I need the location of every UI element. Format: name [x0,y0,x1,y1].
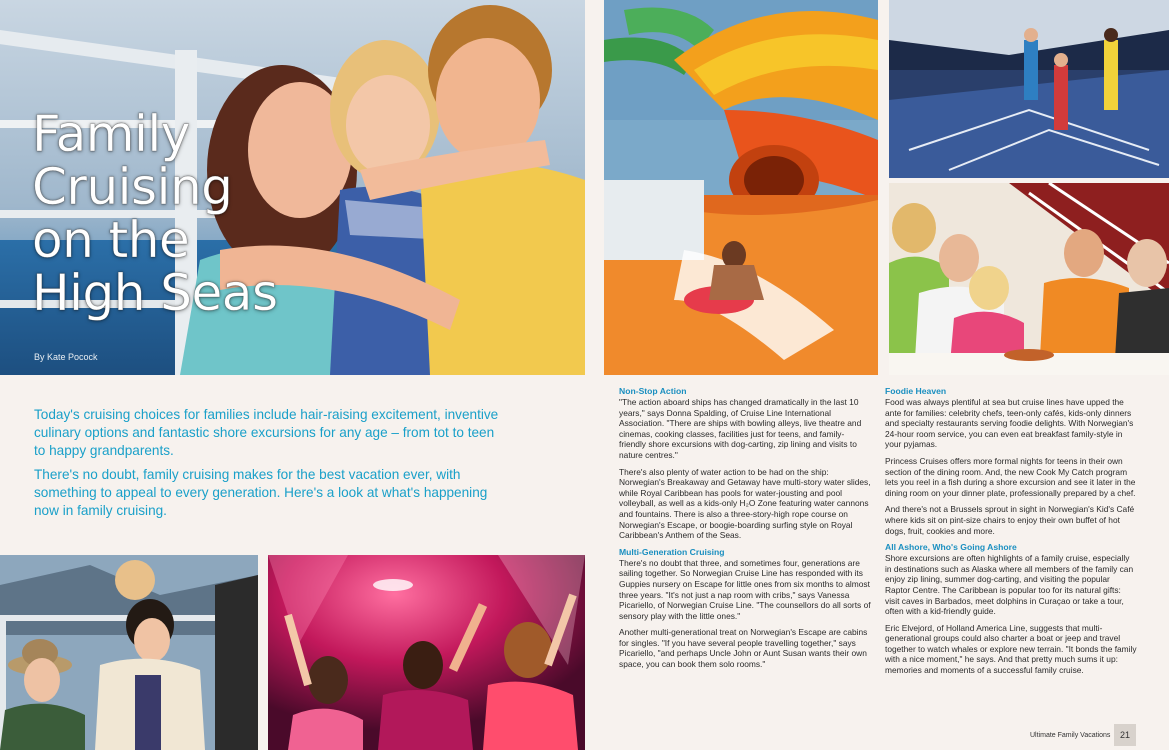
kids-on-deck-photo [0,555,258,750]
multigen-paragraph-2: Another multi-generational treat on Norwegian's Escape are cabins for singles. "If you have several people travelling together," says Picariello, "and perhaps Uncle John or Aunt Susan wants their own space, you can book them solo rooms." [619,627,868,670]
section-heading-foodie: Foodie Heaven [885,386,947,396]
article-title [32,105,352,322]
title-line-3: on the [32,211,190,269]
foodie-paragraph-3: And there's not a Brussels sprout in sight in Norwegian's Kid's Café where kids sit on pint-size chairs to enjoy their own buffet of hot dogs, fruit, cookies and more. [885,504,1135,536]
section-heading-ashore: All Ashore, Who's Going Ashore [885,542,1017,553]
intro-paragraph-1: Today's cruising choices for families include hair-raising excitement, inventive culinary options and fantastic shore excursions for any age – from tot to teen to happy grandparents. [34,407,499,458]
ashore-paragraph-2: Eric Elvejord, of Holland America Line, suggests that multi-generational groups could also charter a boat or jeep and travel together to watch whales or explore new terrain. "It bonds the family with a nice moment," he says. And that pretty much sums it up: memories and moments of a successful family cruise. [885,622,1137,676]
water-slide-photo [604,0,878,375]
family-dining-photo [889,183,1169,375]
author-byline: By Kate Pocock [34,352,98,362]
foodie-paragraph-2: Princess Cruises offers more formal nights for teens in their own section of the dining room. And, the new Cook My Catch program lets you reel in a fish during a shore excursion and see it later in the dining room on your dinner plate, professionally prepared by a chef. [885,455,1136,498]
title-line-2: Cruising [32,158,233,216]
multigen-paragraph-1: There's no doubt that three, and sometimes four, generations are sailing together. So Norwegian Cruise Line has responded with its Guppies nursery on Escape for little ones from six months to almost three years. "It's not just a nap room with cribs," says Vanessa Picariello, of Norwegian Cruise Line. "The counsellors do all sorts of sensory play with the little ones." [619,557,871,621]
nonstop-paragraph-2: There's also plenty of water action to be had on the ship: Norwegian's Breakaway and Getaway have multi-story water slides, while Royal Caribbean has pools for water-jousting and pool volleyball, as well as a kids-only H₂O Zone featuring water cannons and fountains. There is also a three-story-high rope course on Norwegian's Escape, or boogie-boarding surfing style on Royal Caribbean's Anthem of the Seas. [619,466,871,541]
text-column-2 [885,386,1137,682]
page-number: 21 [1114,724,1136,746]
foodie-paragraph-1: Food was always plentiful at sea but cruise lines have upped the ante for families: celebrity chefs, teen-only cafés, kids-only dinners and specialty restaurants serving foodie delights. With Norwegian's 24-hour room service, you can even eat breakfast family-style in your pyjamas. [885,397,1134,450]
text-column-1 [619,386,871,676]
title-line-4: High Seas [32,264,278,322]
title-line-1: Family [32,105,190,163]
section-heading-nonstop: Non-Stop Action [619,386,687,396]
nonstop-paragraph-1: "The action aboard ships has changed dramatically in the last 10 years," says Donna Spalding, of Cruise Line International Association. "There are ships with bowling alleys, live theatre and cinemas, cooking classes, facilities just for teens, and family-friendly shore excursions with dog-carting, zip lining and visits to nature centres." [619,397,862,460]
section-heading-multigen: Multi-Generation Cruising [619,546,725,557]
dance-party-photo [268,555,585,750]
intro-paragraph-2: There's no doubt, family cruising makes for the best vacation ever, with something to appeal to every generation. Here's a look at what's happening now in family cruising. [34,467,488,518]
publication-title: Ultimate Family Vacations [1030,732,1111,739]
ashore-paragraph-1: Shore excursions are often highlights of a family cruise, especially in destinations such as Alaska where all members of the family can enjoy zip lining, summer dog-carting, and visiting the popular Raptor Centre. The Caribbean is popular too for its natural gifts: visit caves in Barbados, meet dolphins in Curaçao or take a tour, often with a kid-friendly guide. [885,553,1134,617]
roller-skating-photo [889,0,1169,178]
